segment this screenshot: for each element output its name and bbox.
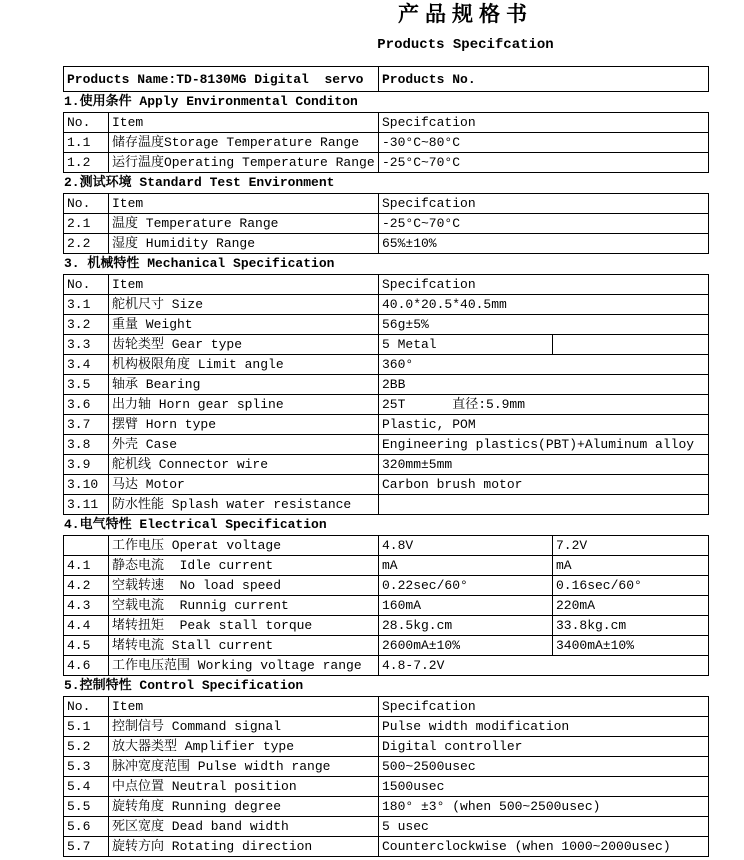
table-cell: No.: [64, 113, 109, 133]
table-cell: 3.2: [64, 315, 109, 335]
table-cell: No.: [64, 697, 109, 717]
table-row: [64, 194, 709, 214]
section-heading-3: 3. 机械特性 Mechanical Specification: [64, 256, 335, 271]
table-cell: 空载转速 No load speed: [109, 576, 379, 596]
table-cell: 3.11: [64, 495, 109, 515]
table-row: [64, 435, 709, 455]
table-cell: 220mA: [553, 596, 709, 616]
table-row: [64, 133, 709, 153]
table-cell: 5.4: [64, 777, 109, 797]
table-cell: 放大器类型 Amplifier type: [109, 737, 379, 757]
table-cell: Specifcation: [379, 113, 709, 133]
table-cell: 0.16sec/60°: [553, 576, 709, 596]
table-row: [64, 335, 709, 355]
table-cell: Item: [109, 194, 379, 214]
table-cell: 1.1: [64, 133, 109, 153]
table-cell: 360°: [379, 355, 709, 375]
table-row: [64, 495, 709, 515]
table-row: [64, 697, 709, 717]
table-cell: 4.4: [64, 616, 109, 636]
table-cell: 4.8-7.2V: [379, 656, 709, 676]
table-cell: 4.5: [64, 636, 109, 656]
table-cell: 静态电流 Idle current: [109, 556, 379, 576]
table-cell: Item: [109, 697, 379, 717]
table-row: [64, 214, 709, 234]
table-cell: 湿度 Humidity Range: [109, 234, 379, 254]
table-cell: 5.1: [64, 717, 109, 737]
section-heading-1: 1.使用条件 Apply Environmental Conditon: [64, 94, 358, 109]
table-row: [64, 656, 709, 676]
table-cell: 1.2: [64, 153, 109, 173]
table-cell: Specifcation: [379, 275, 709, 295]
table-cell: 防水性能 Splash water resistance: [109, 495, 379, 515]
table-cell: 储存温度Storage Temperature Range: [109, 133, 379, 153]
table-cell: 1500usec: [379, 777, 709, 797]
table-cell: 3400mA±10%: [553, 636, 709, 656]
table-row: [64, 375, 709, 395]
table-row: [64, 275, 709, 295]
table-row: [64, 315, 709, 335]
table-row: [64, 234, 709, 254]
table-cell: 中点位置 Neutral position: [109, 777, 379, 797]
table-cell: 5.3: [64, 757, 109, 777]
table-cell: 重量 Weight: [109, 315, 379, 335]
table-cell: 5 usec: [379, 817, 709, 837]
table-cell: 3.1: [64, 295, 109, 315]
section-heading-4: 4.电气特性 Electrical Specification: [64, 517, 327, 532]
sections-container: [63, 92, 744, 857]
table-cell: 运行温度Operating Temperature Range: [109, 153, 379, 173]
table-cell: 舵机尺寸 Size: [109, 295, 379, 315]
table-cell: 3.4: [64, 355, 109, 375]
table-row: [64, 757, 709, 777]
section-heading-2: 2.测试环境 Standard Test Environment: [64, 175, 335, 190]
table-row: [64, 717, 709, 737]
table-cell: [379, 495, 709, 515]
table-cell: Carbon brush motor: [379, 475, 709, 495]
table-cell: No.: [64, 194, 109, 214]
table-cell: 5.6: [64, 817, 109, 837]
table-cell: 工作电压范围 Working voltage range: [109, 656, 379, 676]
table-row: [64, 536, 709, 556]
table-cell: 3.5: [64, 375, 109, 395]
table-row: [64, 475, 709, 495]
table-cell: [64, 536, 109, 556]
table-row: [64, 295, 709, 315]
table-row: [64, 797, 709, 817]
table-cell: 5.5: [64, 797, 109, 817]
table-cell: 4.8V: [379, 536, 553, 556]
table-cell: 4.1: [64, 556, 109, 576]
table-cell: 180° ±3° (when 500~2500usec): [379, 797, 709, 817]
table-row: [64, 556, 709, 576]
section-table-2: [63, 193, 709, 254]
table-cell: 舵机线 Connector wire: [109, 455, 379, 475]
table-cell: 500~2500usec: [379, 757, 709, 777]
table-cell: 56g±5%: [379, 315, 709, 335]
table-row: [64, 817, 709, 837]
table-cell: 28.5kg.cm: [379, 616, 553, 636]
table-cell: 320mm±5mm: [379, 455, 709, 475]
table-cell: Item: [109, 275, 379, 295]
table-cell: 堵转扭矩 Peak stall torque: [109, 616, 379, 636]
table-cell: 160mA: [379, 596, 553, 616]
table-cell: 旋转方向 Rotating direction: [109, 837, 379, 857]
table-cell: 3.8: [64, 435, 109, 455]
table-cell: 7.2V: [553, 536, 709, 556]
table-cell: 工作电压 Operat voltage: [109, 536, 379, 556]
title-block: [143, 4, 744, 53]
table-cell: 轴承 Bearing: [109, 375, 379, 395]
table-cell: 3.10: [64, 475, 109, 495]
table-cell: mA: [379, 556, 553, 576]
table-cell: 2600mA±10%: [379, 636, 553, 656]
table-cell: Counterclockwise (when 1000~2000usec): [379, 837, 709, 857]
table-row: [64, 636, 709, 656]
table-cell: 3.6: [64, 395, 109, 415]
table-cell: Specifcation: [379, 697, 709, 717]
section-table-5: [63, 696, 709, 857]
table-cell: 3.7: [64, 415, 109, 435]
section-table-3: [63, 274, 709, 515]
table-cell: 外壳 Case: [109, 435, 379, 455]
product-header-table: [63, 66, 709, 92]
doc-title: 产品规格书: [398, 5, 533, 28]
table-cell: 4.2: [64, 576, 109, 596]
table-cell: 5.2: [64, 737, 109, 757]
product-no-cell: Products No.: [379, 67, 709, 92]
table-cell: 旋转角度 Running degree: [109, 797, 379, 817]
table-cell: Digital controller: [379, 737, 709, 757]
table-cell: 4.6: [64, 656, 109, 676]
table-row: [64, 737, 709, 757]
table-cell: 5.7: [64, 837, 109, 857]
table-cell: 脉冲宽度范围 Pulse width range: [109, 757, 379, 777]
table-row: [64, 596, 709, 616]
table-cell: mA: [553, 556, 709, 576]
table-cell: Specifcation: [379, 194, 709, 214]
table-row: [64, 113, 709, 133]
table-row: [64, 616, 709, 636]
table-cell: -25°C~70°C: [379, 153, 709, 173]
table-cell: 33.8kg.cm: [553, 616, 709, 636]
table-cell: -30°C~80°C: [379, 133, 709, 153]
section-heading-5: 5.控制特性 Control Specification: [64, 678, 304, 693]
table-cell: 温度 Temperature Range: [109, 214, 379, 234]
table-cell: 摆臂 Horn type: [109, 415, 379, 435]
table-cell: 25T 直径:5.9mm: [379, 395, 709, 415]
table-row: [64, 576, 709, 596]
table-cell: 齿轮类型 Gear type: [109, 335, 379, 355]
table-cell: 机构极限角度 Limit angle: [109, 355, 379, 375]
section-table-1: [63, 112, 709, 173]
table-row: [64, 153, 709, 173]
table-cell: 65%±10%: [379, 234, 709, 254]
table-cell: 2.2: [64, 234, 109, 254]
table-cell: 死区宽度 Dead band width: [109, 817, 379, 837]
table-cell: 控制信号 Command signal: [109, 717, 379, 737]
table-cell: -25°C~70°C: [379, 214, 709, 234]
table-cell: Item: [109, 113, 379, 133]
table-cell: 马达 Motor: [109, 475, 379, 495]
table-cell: 0.22sec/60°: [379, 576, 553, 596]
table-row: [64, 395, 709, 415]
table-cell: [553, 335, 709, 355]
table-cell: 3.3: [64, 335, 109, 355]
table-row: [64, 415, 709, 435]
table-cell: Plastic, POM: [379, 415, 709, 435]
product-name-cell: Products Name:TD-8130MG Digital servo: [64, 67, 379, 92]
table-cell: 3.9: [64, 455, 109, 475]
table-cell: 4.3: [64, 596, 109, 616]
table-cell: 堵转电流 Stall current: [109, 636, 379, 656]
table-cell: 2BB: [379, 375, 709, 395]
table-row: [64, 355, 709, 375]
section-table-4: [63, 535, 709, 676]
table-cell: Engineering plastics(PBT)+Aluminum alloy: [379, 435, 709, 455]
table-cell: 5 Metal: [379, 335, 553, 355]
product-header-row: [64, 67, 709, 92]
table-row: [64, 455, 709, 475]
table-cell: 空载电流 Runnig current: [109, 596, 379, 616]
table-cell: 出力轴 Horn gear spline: [109, 395, 379, 415]
table-cell: 40.0*20.5*40.5mm: [379, 295, 709, 315]
table-row: [64, 837, 709, 857]
doc-subtitle: Products Specifcation: [377, 37, 554, 53]
table-cell: 2.1: [64, 214, 109, 234]
table-cell: Pulse width modification: [379, 717, 709, 737]
table-cell: No.: [64, 275, 109, 295]
table-row: [64, 777, 709, 797]
